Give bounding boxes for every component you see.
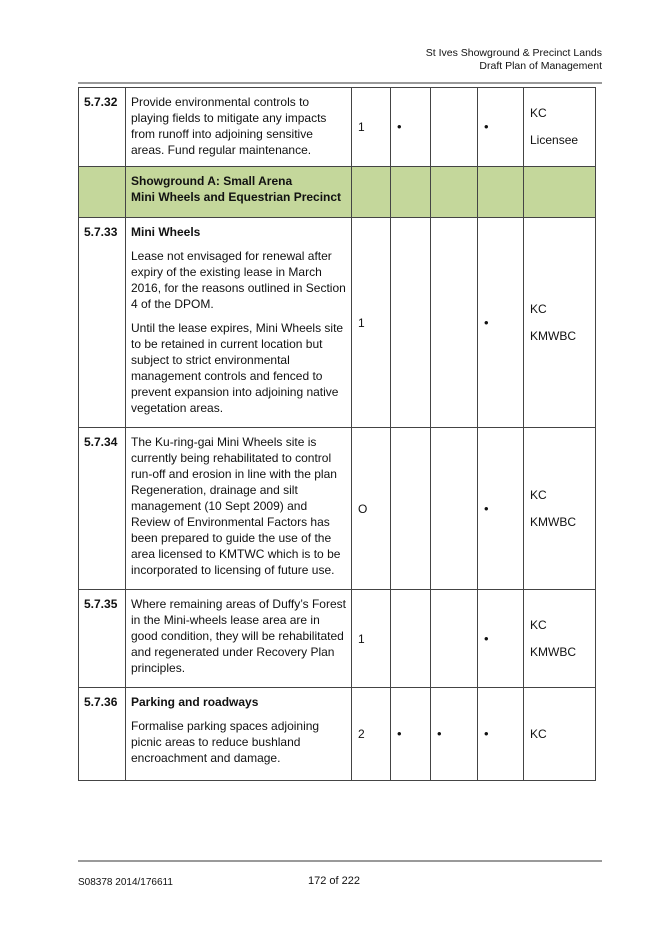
management-actions-table: [78, 87, 596, 781]
timing-marker-cell: [431, 88, 478, 167]
page-number: 172 of 222: [308, 875, 360, 887]
responsible-party: Licensee: [530, 133, 579, 147]
action-paragraph: Lease not envisaged for renewal after expiry of the existing lease in March 2016, for the reasons outlined in Section 4 of the DPOM.: [131, 249, 346, 311]
responsible-party: KMWBC: [530, 644, 576, 659]
table-row: [79, 88, 596, 167]
timing-marker-cell: •: [478, 88, 524, 167]
page-header: [426, 47, 602, 73]
action-paragraph: Provide environmental controls to playing fields to mitigate any impacts from runoff into adjoining sensitive areas. Fund regular maintenance.: [131, 95, 327, 157]
responsible-party: KC: [530, 617, 547, 632]
timing-marker-cell: [431, 590, 478, 688]
action-description: [126, 218, 352, 428]
action-description: [126, 88, 352, 167]
timing-marker-cell: •: [431, 688, 478, 781]
priority-cell: 1: [352, 590, 391, 688]
timing-marker-cell: •: [391, 88, 431, 167]
header-title: St Ives Showground & Precinct Lands: [425, 47, 602, 59]
responsibility-cell: [524, 218, 596, 428]
action-title: Mini Wheels: [131, 225, 201, 239]
responsibility-cell: [524, 428, 596, 590]
timing-marker-cell: •: [478, 688, 524, 781]
priority-cell: 1: [352, 88, 391, 167]
action-description: [126, 428, 352, 590]
section-empty-cell: [391, 167, 431, 218]
section-title-cell: [126, 167, 352, 218]
responsibility-cell: [524, 88, 596, 167]
section-title-line: Mini Wheels and Equestrian Precinct: [131, 190, 342, 204]
document-reference: S08378 2014/176611: [78, 877, 173, 888]
responsible-party: KC: [530, 301, 547, 316]
action-paragraph: Until the lease expires, Mini Wheels site to be retained in current location but subject to strict environmental management controls and fenced to prevent expansion into adjoining native vegetation areas.: [131, 321, 344, 415]
action-number: 5.7.36: [79, 688, 126, 781]
timing-marker-cell: [391, 218, 431, 428]
timing-marker-cell: •: [478, 590, 524, 688]
action-title: Parking and roadways: [131, 695, 259, 709]
section-title-line: Showground A: Small Arena: [131, 174, 293, 188]
timing-marker-cell: •: [391, 688, 431, 781]
header-subtitle: Draft Plan of Management: [479, 60, 602, 72]
table-row: [79, 218, 596, 428]
timing-marker-cell: [431, 428, 478, 590]
action-number: 5.7.34: [79, 428, 126, 590]
responsible-party: KC: [530, 726, 547, 741]
timing-marker-cell: •: [478, 218, 524, 428]
action-paragraph: Where remaining areas of Duffy’s Forest in the Mini-wheels lease area are in good condition, they will be rehabilitated and regenerated under Recovery Plan principles.: [131, 597, 346, 675]
table-row: [79, 428, 596, 590]
action-number: 5.7.33: [79, 218, 126, 428]
section-empty-cell: [352, 167, 391, 218]
section-header-row: [79, 167, 596, 218]
timing-marker-cell: [431, 218, 478, 428]
action-description: [126, 688, 352, 781]
priority-cell: 2: [352, 688, 391, 781]
action-description: [126, 590, 352, 688]
responsible-party: KC: [530, 106, 547, 120]
responsible-party: KMWBC: [530, 514, 576, 529]
action-paragraph: The Ku-ring-gai Mini Wheels site is currently being rehabilitated to control run-off and erosion in line with the plan Regeneration, drainage and silt management (10 Sept 2009) and Review of Environmental Factors has been prepared to guide the use of the area licensed to KMTWC which is to be incorporated to licensing of future use.: [131, 435, 341, 577]
priority-cell: 1: [352, 218, 391, 428]
responsibility-cell: [524, 688, 596, 781]
timing-marker-cell: [391, 590, 431, 688]
section-id-cell: [79, 167, 126, 218]
responsible-party: KMWBC: [530, 328, 576, 343]
action-number: 5.7.35: [79, 590, 126, 688]
header-divider: [78, 82, 602, 84]
timing-marker-cell: •: [478, 428, 524, 590]
responsible-party: KC: [530, 487, 547, 502]
priority-cell: O: [352, 428, 391, 590]
action-paragraph: Formalise parking spaces adjoining picnic areas to reduce bushland encroachment and damage.: [131, 719, 320, 765]
table-row: [79, 590, 596, 688]
action-number: 5.7.32: [79, 88, 126, 167]
section-empty-cell: [431, 167, 478, 218]
timing-marker-cell: [391, 428, 431, 590]
section-empty-cell: [524, 167, 596, 218]
footer-divider: [78, 860, 602, 862]
table-row: [79, 688, 596, 781]
responsibility-cell: [524, 590, 596, 688]
section-empty-cell: [478, 167, 524, 218]
